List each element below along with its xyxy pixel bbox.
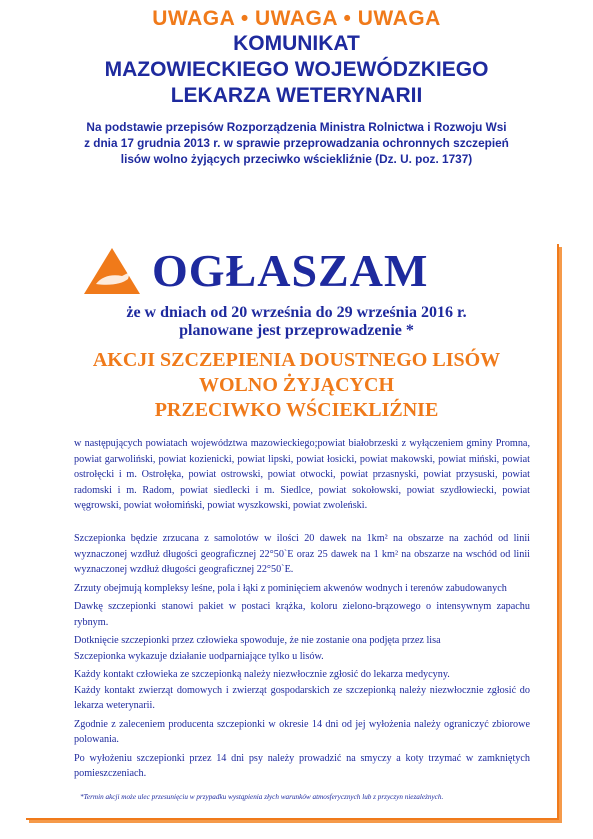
fox-warning-icon — [82, 246, 142, 296]
action-line-2: WOLNO ŻYJĄCYCH — [198, 374, 394, 396]
footnote: *Termin akcji może ulec przesunięciu w przypadku wystąpienia złych warunków atmosferycznych lub z przyczyn niezależnych. — [80, 793, 444, 801]
counties-list: w następujących powiatach województwa mazowieckiego;powiat białobrzeski z wyłączeniem gminy Promna, powiat garwoliński, powiat kozienicki, powiat lipski, powiat łosicki, powiat makowski, powiat miński, powiat ostrołęcki i m. Ostrołęka, powiat ostrowski, powiat otwocki, powiat przasnyski, powiat przysuski, powiat radomski i m. Radom, powiat siedlecki i m. Siedlce, powiat sokołowski, powiat szydłowiecki, powiat węgrowski, powiat wołomiński, powiat wyszkowski, powiat zwoleński. — [74, 438, 530, 511]
announcement-heading: OGŁASZAM — [152, 245, 429, 296]
detail-paragraph: Zgodnie z zaleceniem producenta szczepionki w okresie 14 dni od jej wyłożenia należy ograniczyć zbiorowe polowania. — [74, 718, 530, 745]
title-line-1: KOMUNIKAT — [233, 32, 360, 55]
header — [0, 6, 593, 167]
detail-paragraph: Dotknięcie szczepionki przez człowieka spowoduje, że nie zostanie ona podjęta przez lisa — [74, 635, 441, 646]
action-title — [0, 348, 593, 423]
intro-line-1: Na podstawie przepisów Rozporządzenia Ministra Rolnictwa i Rozwoju Wsi — [86, 120, 507, 134]
intro-line-3: lisów wolno żyjących przeciwko wściekliźnie (Dz. U. poz. 1737) — [120, 152, 473, 166]
action-line-1: AKCJI SZCZEPIENIA DOUSTNEGO LISÓW — [92, 349, 501, 371]
detail-paragraph: Dawkę szczepionki stanowi pakiet w postaci krążka, koloru zielono-brązowego o intensywnym zapachu rybnym. — [74, 601, 530, 628]
title-line-2: MAZOWIECKIEGO WOJEWÓDZKIEGO — [104, 58, 489, 81]
dates-text — [0, 304, 593, 340]
detail-paragraph: Każdy kontakt zwierząt domowych i zwierząt gospodarskich ze szczepionką należy niezwłocznie zgłosić do lekarza weterynarii. — [74, 684, 530, 711]
warning-banner: UWAGA • UWAGA • UWAGA — [152, 7, 441, 30]
action-line-3: PRZECIWKO WŚCIEKLIŹNIE — [154, 399, 439, 421]
detail-paragraph: Każdy kontakt człowieka ze szczepionką należy niezwłocznie zgłosić do lekarza medycyny. — [74, 669, 450, 680]
dates-line-1: że w dniach od 20 września do 29 września 2016 r. — [126, 304, 467, 321]
dates-line-2: planowane jest przeprowadzenie * — [179, 322, 414, 339]
detail-paragraph: Szczepionka wykazuje działanie uodparniające tylko u lisów. — [74, 650, 324, 662]
intro-line-2: z dnia 17 grudnia 2013 r. w sprawie przeprowadzania ochronnych szczepień — [84, 136, 509, 150]
title-line-3: LEKARZA WETERYNARII — [170, 84, 423, 107]
details-list — [74, 531, 530, 782]
detail-paragraph: Zrzuty obejmują kompleksy leśne, pola i łąki z pominięciem akwenów wodnych i terenów zabudowanych — [74, 582, 507, 594]
detail-paragraph: Szczepionka będzie zrzucana z samolotów w ilości 20 dawek na 1km² na obszarze na zachód od linii wyznaczonej wzdłuż długości geograficznej 22°50`E oraz 25 dawek na 1 km² na obszarze na wschód od linii wyznaczonej wzdłuż długości geograficznej 22°50`E. — [74, 533, 530, 575]
intro-text — [0, 119, 593, 167]
detail-paragraph: Po wyłożeniu szczepionki przez 14 dni psy należy prowadzić na smyczy a koty trzymać w zamkniętych pomieszczeniach. — [74, 752, 530, 779]
